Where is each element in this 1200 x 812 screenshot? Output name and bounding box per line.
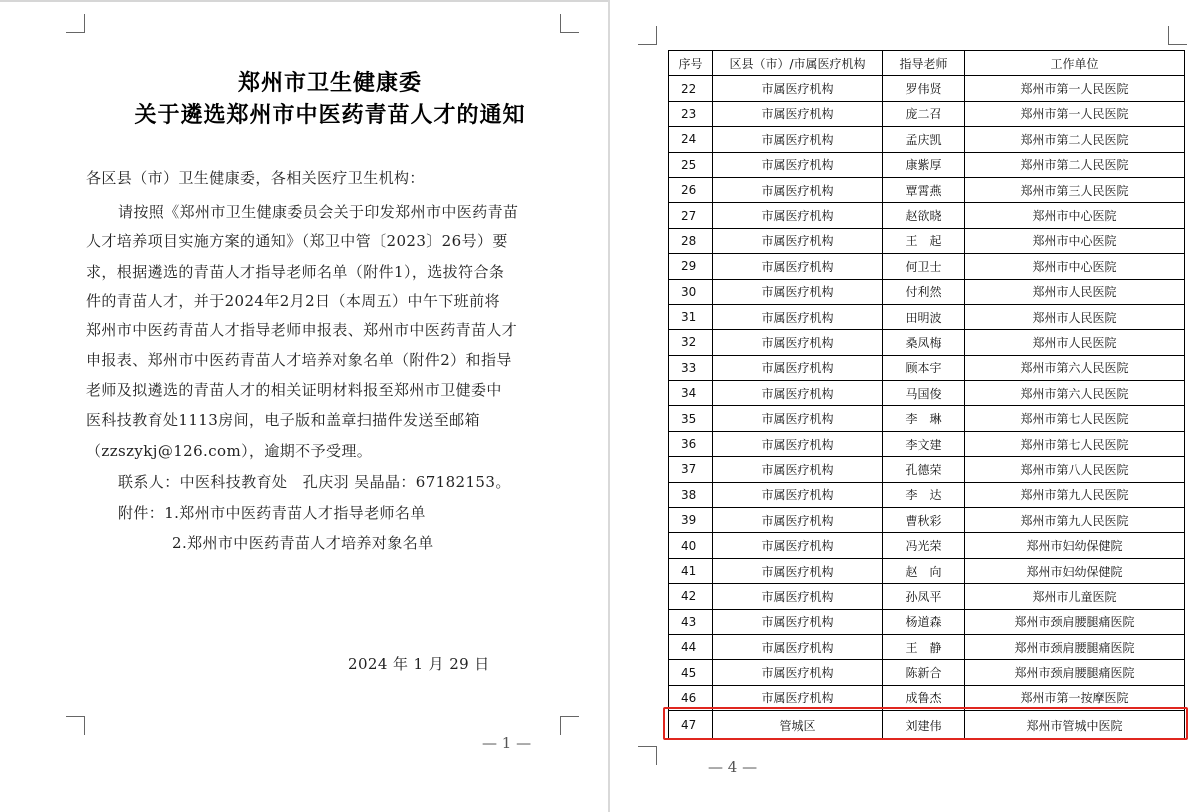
document-page-4 [610,0,1200,812]
cell-no: 29 [669,254,713,279]
cell-org: 市属医疗机构 [713,381,883,406]
cell-unit: 郑州市中心医院 [965,254,1185,279]
cell-no: 23 [669,101,713,126]
cell-org: 市属医疗机构 [713,609,883,634]
cell-unit: 郑州市颈肩腰腿痛医院 [965,634,1185,659]
cell-teacher: 何卫士 [883,254,965,279]
cell-unit: 郑州市管城中医院 [965,711,1185,740]
body-line: （zzszykj@126.com），逾期不予受理。 [86,442,373,460]
cell-teacher: 赵 向 [883,558,965,583]
cell-unit: 郑州市中心医院 [965,203,1185,228]
cell-no: 38 [669,482,713,507]
contact-line: 联系人：中医科技教育处 孔庆羽 吴晶晶：67182153。 [118,473,511,491]
table-row [669,228,1185,253]
cell-teacher: 付利然 [883,279,965,304]
salutation: 各区县（市）卫生健康委，各相关医疗卫生机构： [86,169,425,187]
crop-mark-top-left [66,14,85,33]
table-row [669,254,1185,279]
cell-unit: 郑州市儿童医院 [965,584,1185,609]
body-line: 老师及拟遴选的青苗人才的相关证明材料报至郑州市卫健委中 [86,381,502,399]
cell-no: 43 [669,609,713,634]
cell-unit: 郑州市第七人民医院 [965,406,1185,431]
cell-org: 市属医疗机构 [713,127,883,152]
teacher-list-table [668,50,1185,740]
cell-no: 26 [669,177,713,202]
cell-unit: 郑州市第六人民医院 [965,355,1185,380]
cell-teacher: 马国俊 [883,381,965,406]
doc-title-line1: 郑州市卫生健康委 [237,70,422,96]
cell-no: 27 [669,203,713,228]
table-row [669,660,1185,685]
cell-unit: 郑州市第九人民医院 [965,482,1185,507]
cell-no: 31 [669,304,713,329]
cell-unit: 郑州市第一人民医院 [965,76,1185,101]
cell-org: 市属医疗机构 [713,76,883,101]
cell-org: 市属医疗机构 [713,177,883,202]
body-line: 申报表、郑州市中医药青苗人才培养对象名单（附件2）和指导 [86,351,512,369]
cell-org: 市属医疗机构 [713,685,883,710]
cell-unit: 郑州市第九人民医院 [965,508,1185,533]
cell-no: 22 [669,76,713,101]
cell-org: 市属医疗机构 [713,533,883,558]
crop-mark-top-right [560,14,579,33]
crop-mark-bottom-left [66,716,85,735]
cell-unit: 郑州市颈肩腰腿痛医院 [965,609,1185,634]
body-line: 请按照《郑州市卫生健康委员会关于印发郑州市中医药青苗 [118,203,519,221]
cell-teacher: 孟庆凯 [883,127,965,152]
cell-no: 47 [669,711,713,740]
cell-teacher: 孙凤平 [883,584,965,609]
cell-teacher: 刘建伟 [883,711,965,740]
cell-no: 37 [669,457,713,482]
cell-unit: 郑州市第二人民医院 [965,127,1185,152]
cell-unit: 郑州市颈肩腰腿痛医院 [965,660,1185,685]
table-header-row [669,51,1185,76]
body-line: 件的青苗人才，并于2024年2月2日（本周五）中午下班前将 [86,292,500,310]
cell-teacher: 康紫厚 [883,152,965,177]
cell-teacher: 李文建 [883,431,965,456]
cell-no: 33 [669,355,713,380]
table-row [669,482,1185,507]
cell-no: 39 [669,508,713,533]
issue-date: 2024 年 1 月 29 日 [348,655,490,673]
cell-no: 42 [669,584,713,609]
cell-teacher: 桑凤梅 [883,330,965,355]
cell-unit: 郑州市第三人民医院 [965,177,1185,202]
table-row [669,330,1185,355]
table-row [669,634,1185,659]
cell-org: 市属医疗机构 [713,228,883,253]
page-number: — 4 — [708,758,758,776]
cell-no: 24 [669,127,713,152]
table-row [669,558,1185,583]
body-line: 人才培养项目实施方案的通知》（郑卫中管〔2023〕26号）要 [86,232,508,250]
body-line: 郑州市中医药青苗人才指导老师申报表、郑州市中医药青苗人才 [86,321,518,339]
header-teacher: 指导老师 [883,51,965,76]
cell-org: 市属医疗机构 [713,406,883,431]
cell-teacher: 陈新合 [883,660,965,685]
cell-teacher: 李 达 [883,482,965,507]
cell-no: 34 [669,381,713,406]
page-number: — 1 — [482,734,532,752]
crop-mark-bottom-left [638,746,657,765]
cell-org: 市属医疗机构 [713,482,883,507]
header-org: 区县（市）/市属医疗机构 [713,51,883,76]
cell-org: 市属医疗机构 [713,279,883,304]
crop-mark-bottom-right [560,716,579,735]
cell-teacher: 王 静 [883,634,965,659]
cell-teacher: 顾本宇 [883,355,965,380]
doc-title-line2: 关于遴选郑州市中医药青苗人才的通知 [134,102,526,128]
cell-unit: 郑州市妇幼保健院 [965,558,1185,583]
table-row [669,381,1185,406]
cell-teacher: 田明波 [883,304,965,329]
cell-no: 45 [669,660,713,685]
cell-org: 市属医疗机构 [713,558,883,583]
table-row [669,76,1185,101]
cell-unit: 郑州市人民医院 [965,279,1185,304]
attachment-line-2: 2.郑州市中医药青苗人才培养对象名单 [172,534,434,552]
cell-teacher: 李 琳 [883,406,965,431]
cell-teacher: 王 起 [883,228,965,253]
table-row [669,279,1185,304]
table-row [669,355,1185,380]
highlighted-row-box [663,707,1188,740]
cell-no: 28 [669,228,713,253]
table-row [669,508,1185,533]
cell-teacher: 赵欲晓 [883,203,965,228]
cell-no: 41 [669,558,713,583]
header-unit: 工作单位 [965,51,1185,76]
cell-teacher: 冯光荣 [883,533,965,558]
cell-no: 40 [669,533,713,558]
cell-unit: 郑州市中心医院 [965,228,1185,253]
cell-unit: 郑州市第一按摩医院 [965,685,1185,710]
cell-no: 36 [669,431,713,456]
cell-unit: 郑州市第七人民医院 [965,431,1185,456]
cell-unit: 郑州市人民医院 [965,330,1185,355]
table-row [669,127,1185,152]
header-no: 序号 [669,51,713,76]
cell-org: 市属医疗机构 [713,457,883,482]
table-row [669,304,1185,329]
cell-no: 46 [669,685,713,710]
attachment-line-1: 附件：1.郑州市中医药青苗人才指导老师名单 [118,504,426,522]
cell-unit: 郑州市妇幼保健院 [965,533,1185,558]
cell-teacher: 孔德荣 [883,457,965,482]
cell-org: 市属医疗机构 [713,254,883,279]
cell-teacher: 庞二召 [883,101,965,126]
cell-org: 市属医疗机构 [713,355,883,380]
cell-unit: 郑州市第六人民医院 [965,381,1185,406]
table-row [669,584,1185,609]
table-row [669,457,1185,482]
table-row [669,609,1185,634]
cell-org: 市属医疗机构 [713,304,883,329]
cell-org: 市属医疗机构 [713,152,883,177]
cell-teacher: 覃霄燕 [883,177,965,202]
table-row [669,177,1185,202]
cell-org: 市属医疗机构 [713,431,883,456]
cell-unit: 郑州市第八人民医院 [965,457,1185,482]
cell-no: 35 [669,406,713,431]
cell-no: 30 [669,279,713,304]
cell-teacher: 曹秋彩 [883,508,965,533]
cell-unit: 郑州市人民医院 [965,304,1185,329]
table-row [669,152,1185,177]
table-row [669,431,1185,456]
cell-org: 市属医疗机构 [713,660,883,685]
cell-org: 管城区 [713,711,883,740]
cell-teacher: 罗伟贤 [883,76,965,101]
cell-no: 32 [669,330,713,355]
cell-org: 市属医疗机构 [713,203,883,228]
table-body [669,76,1185,740]
page-top-edge [0,0,608,2]
cell-no: 44 [669,634,713,659]
cell-teacher: 成鲁杰 [883,685,965,710]
cell-org: 市属医疗机构 [713,584,883,609]
cell-no: 25 [669,152,713,177]
cell-org: 市属医疗机构 [713,101,883,126]
table-row [669,203,1185,228]
cell-org: 市属医疗机构 [713,330,883,355]
body-line: 医科技教育处1113房间，电子版和盖章扫描件发送至邮箱 [86,411,480,429]
table-row [669,101,1185,126]
cell-org: 市属医疗机构 [713,634,883,659]
cell-unit: 郑州市第二人民医院 [965,152,1185,177]
cell-teacher: 杨道森 [883,609,965,634]
table-row [669,533,1185,558]
crop-mark-top-left [638,26,657,45]
cell-org: 市属医疗机构 [713,508,883,533]
crop-mark-top-right [1168,26,1187,45]
cell-unit: 郑州市第一人民医院 [965,101,1185,126]
body-line: 求，根据遴选的青苗人才指导老师名单（附件1），选拔符合条 [86,263,505,281]
table-row [669,406,1185,431]
